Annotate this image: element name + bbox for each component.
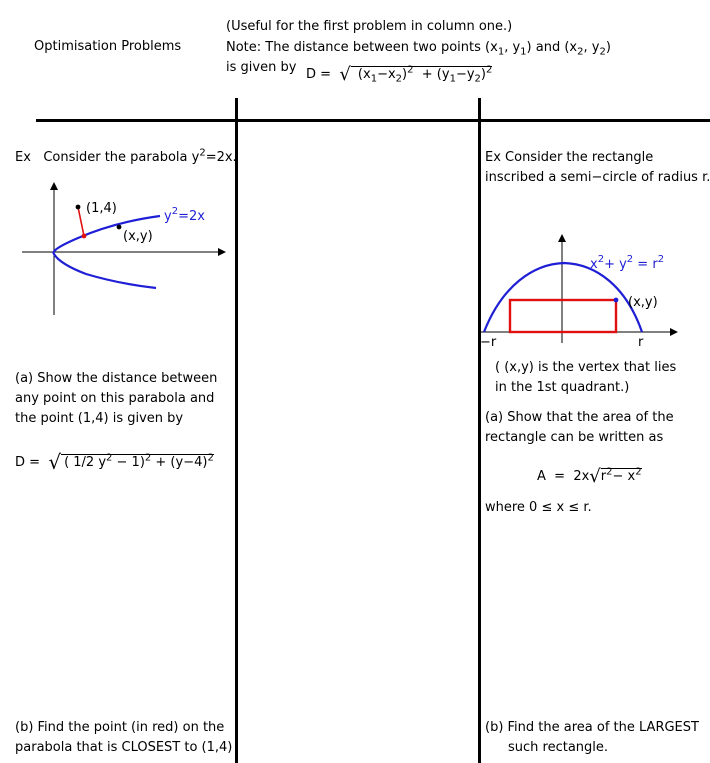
y-axis-arrow — [50, 182, 58, 190]
inscribed-rectangle — [510, 300, 616, 332]
col1-part-b-line1: (b) Find the point (in red) on the — [15, 720, 225, 735]
col3-example-line1: Ex Consider the rectangle — [485, 150, 654, 165]
vertex-note-line2: in the 1st quadrant.) — [495, 380, 630, 395]
note-line-3: is given by — [226, 60, 297, 75]
semicircle-curve — [484, 263, 642, 332]
tick-r: r — [638, 335, 644, 350]
col1-distance-formula: D = √ ( 1/2 $y^2 - 1)^2 + (y-4)^2$ — [15, 450, 214, 474]
note-line-1: (Useful for the first problem in column one.) — [226, 19, 513, 34]
column-divider-right — [478, 98, 481, 763]
page-title: Optimisation Problems — [34, 39, 182, 54]
vertex-point — [614, 298, 619, 303]
closest-point — [82, 234, 87, 239]
col1-part-a-line3: the point (1,4) is given by — [15, 411, 184, 426]
col3-part-a-line1: (a) Show that the area of the — [485, 410, 674, 425]
col3-part-b-line1: (b) Find the area of the LARGEST — [485, 720, 699, 735]
col1-part-a-line2: any point on this parabola and — [15, 391, 215, 406]
horizontal-divider — [36, 119, 710, 122]
where-condition: where 0 ≤ x ≤ r. — [485, 500, 592, 515]
area-formula: $A = 2x√r^2- x^2$ — [537, 466, 642, 487]
note-line-2: Note: The distance between two points ($x_1$, $y_1$) and ($x_2$, $y_2$) — [226, 40, 611, 58]
distance-formula: D = √ $(x_1-x_2)^2 + (y_1-y_2)^2$ — [306, 64, 493, 85]
point-1-4-label: (1,4) — [86, 201, 117, 216]
col1-part-a-line1: (a) Show the distance between — [15, 371, 218, 386]
col3-example-line2: inscribed a semi−circle of radius r. — [485, 170, 710, 185]
tick-minus-r: −r — [480, 335, 497, 350]
closest-segment — [78, 207, 84, 236]
col3-part-a-line2: rectangle can be written as — [485, 430, 664, 445]
point-1-4 — [76, 205, 81, 210]
x-axis-arrow — [670, 328, 678, 336]
semicircle-graph — [478, 228, 703, 358]
parabola-graph — [20, 178, 250, 328]
col1-part-b-line2: parabola that is CLOSEST to (1,4) — [15, 740, 233, 755]
xy-point — [117, 225, 122, 230]
y-axis-arrow — [558, 234, 566, 242]
col3-part-b-line2: such rectangle. — [508, 740, 609, 755]
circle-label: $x^2+ y^2 = r^2$ — [590, 254, 665, 272]
vertex-label: (x,y) — [628, 295, 658, 310]
xy-point-label: (x,y) — [123, 229, 153, 244]
col1-example: Ex Consider the parabola $y^2=2x$. — [15, 147, 237, 165]
x-axis-arrow — [218, 248, 226, 256]
curve-label: $y^2=2x$ — [164, 206, 205, 224]
vertex-note-line1: ( (x,y) is the vertex that lies — [495, 360, 677, 375]
